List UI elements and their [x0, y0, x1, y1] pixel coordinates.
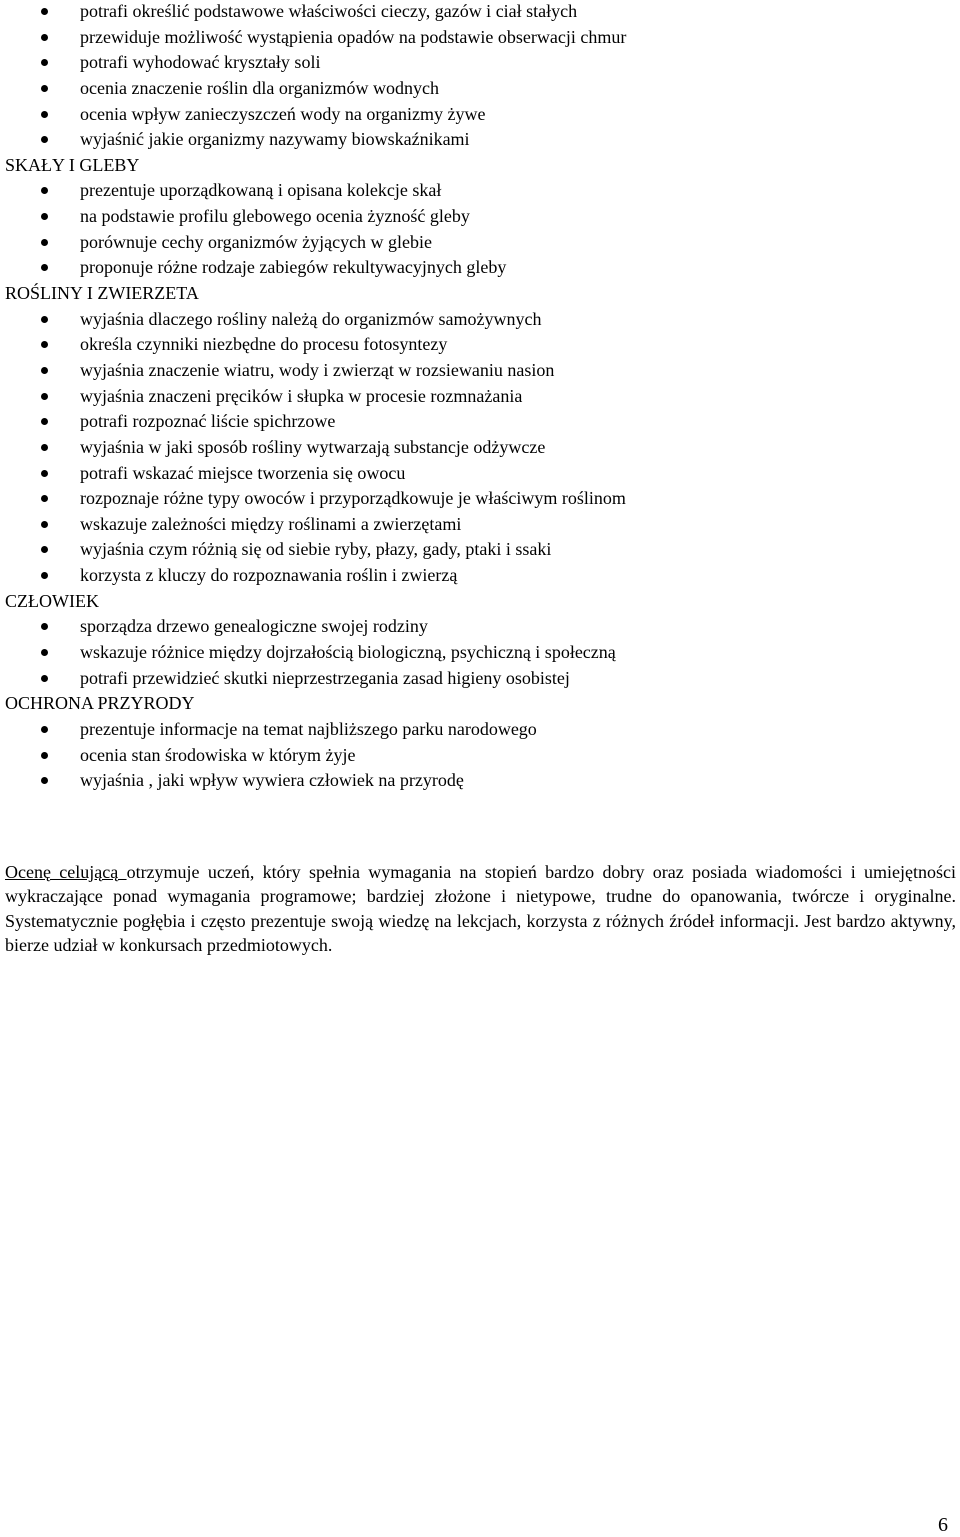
list-item — [5, 0, 955, 26]
list-item-text: korzysta z kluczy do rozpoznawania roślin i zwierzą — [80, 565, 458, 586]
list-item — [5, 769, 955, 795]
list-item — [5, 333, 955, 359]
list-item — [5, 205, 955, 231]
bullet-icon — [41, 572, 48, 579]
bullet-icon — [41, 393, 48, 400]
bullet-icon — [41, 546, 48, 553]
section-heading-text: CZŁOWIEK — [5, 590, 99, 611]
bullet-icon — [41, 470, 48, 477]
bullet-icon — [41, 444, 48, 451]
list-item-text: ocenia wpływ zanieczyszczeń wody na organizmy żywe — [80, 103, 486, 124]
grade-name: Ocenę celującą — [5, 862, 127, 882]
list-item — [5, 308, 955, 334]
list-item — [5, 436, 955, 462]
list-item-text: wskazuje zależności między roślinami a zwierzętami — [80, 513, 462, 534]
list-item — [5, 256, 955, 282]
list-item-text: wyjaśnia czym różnią się od siebie ryby, płazy, gady, ptaki i ssaki — [80, 539, 552, 560]
list-item — [5, 385, 955, 411]
list-item-text: wyjaśnia znaczeni pręcików i słupka w procesie rozmnażania — [80, 385, 523, 406]
bullet-icon — [41, 59, 48, 66]
list-item — [5, 564, 955, 590]
bullet-icon — [41, 264, 48, 271]
grade-description-paragraph — [5, 860, 956, 958]
list-item — [5, 744, 955, 770]
list-item — [5, 77, 955, 103]
list-item — [5, 51, 955, 77]
bullet-icon — [41, 341, 48, 348]
bullet-icon — [41, 752, 48, 759]
bullet-icon — [41, 34, 48, 41]
list-item — [5, 26, 955, 52]
bullet-icon — [41, 213, 48, 220]
list-item-text: ocenia stan środowiska w którym żyje — [80, 744, 356, 765]
list-item-text: ocenia znaczenie roślin dla organizmów wodnych — [80, 77, 440, 98]
list-item — [5, 359, 955, 385]
bullet-icon — [41, 316, 48, 323]
bullet-icon — [41, 239, 48, 246]
list-item-text: wyjaśnia znaczenie wiatru, wody i zwierząt w rozsiewaniu nasion — [80, 359, 555, 380]
list-item-text: potrafi wskazać miejsce tworzenia się owocu — [80, 462, 406, 483]
list-item-text: proponuje różne rodzaje zabiegów rekultywacyjnych gleby — [80, 257, 507, 278]
list-item — [5, 103, 955, 129]
list-item-text: porównuje cechy organizmów żyjących w glebie — [80, 231, 433, 252]
section-heading-text: SKAŁY I GLEBY — [5, 154, 140, 175]
bullet-icon — [41, 675, 48, 682]
list-item — [5, 487, 955, 513]
bullet-icon — [41, 623, 48, 630]
section-heading — [5, 282, 955, 308]
list-item — [5, 538, 955, 564]
bullet-icon — [41, 521, 48, 528]
bullet-icon — [41, 777, 48, 784]
list-item-text: wyjaśnić jakie organizmy nazywamy biowskaźnikami — [80, 129, 470, 150]
list-item — [5, 410, 955, 436]
section-heading-text: OCHRONA PRZYRODY — [5, 693, 195, 714]
list-item-text: wyjaśnia dlaczego rośliny należą do organizmów samożywnych — [80, 308, 542, 329]
list-item — [5, 462, 955, 488]
section-heading — [5, 590, 955, 616]
list-item-text: prezentuje informacje na temat najbliższego parku narodowego — [80, 718, 537, 739]
bullet-icon — [41, 8, 48, 15]
list-item-text: rozpoznaje różne typy owoców i przyporządkowuje je właściwym roślinom — [80, 488, 626, 509]
list-item — [5, 641, 955, 667]
section-heading-text: ROŚLINY I ZWIERZETA — [5, 283, 199, 304]
list-item-text: prezentuje uporządkowaną i opisana kolekcje skał — [80, 180, 442, 201]
list-item-text: wskazuje różnice między dojrzałością biologiczną, psychiczną i społeczną — [80, 642, 616, 663]
list-item-text: określa czynniki niezbędne do procesu fotosyntezy — [80, 334, 448, 355]
grade-description-text: otrzymuje uczeń, który spełnia wymagania na stopień bardzo dobry oraz posiada wiadomości i umiejętności wykraczające ponad wymagania programowe; bardziej złożone i nietypowe, trudne do opanowania, twórcze i oryginalne. Systematycznie pogłębia i często prezentuje swoją wiedzę na lekcjach, korzysta z różnych źródeł informacji. Jest bardzo aktywny, bierze udział w konkursach przedmiotowych. — [5, 862, 956, 956]
bullet-icon — [41, 367, 48, 374]
bullet-icon — [41, 187, 48, 194]
bullet-icon — [41, 85, 48, 92]
list-item-text: wyjaśnia , jaki wpływ wywiera człowiek na przyrodę — [80, 770, 464, 791]
list-item-text: wyjaśnia w jaki sposób rośliny wytwarzają substancje odżywcze — [80, 436, 546, 457]
list-item — [5, 231, 955, 257]
page-number: 6 — [938, 1514, 948, 1536]
list-item — [5, 128, 955, 154]
list-item-text: przewiduje możliwość wystąpienia opadów na podstawie obserwacji chmur — [80, 26, 627, 47]
requirements-list — [5, 0, 955, 795]
list-item — [5, 667, 955, 693]
list-item — [5, 615, 955, 641]
list-item-text: potrafi wyhodować kryształy soli — [80, 52, 321, 73]
bullet-icon — [41, 495, 48, 502]
bullet-icon — [41, 649, 48, 656]
section-heading — [5, 692, 955, 718]
bullet-icon — [41, 726, 48, 733]
bullet-icon — [41, 111, 48, 118]
list-item-text: na podstawie profilu glebowego ocenia żyzność gleby — [80, 206, 470, 227]
list-item-text: potrafi określić podstawowe właściwości cieczy, gazów i ciał stałych — [80, 1, 578, 21]
list-item-text: potrafi rozpoznać liście spichrzowe — [80, 411, 336, 432]
bullet-icon — [41, 418, 48, 425]
bullet-icon — [41, 136, 48, 143]
list-item — [5, 179, 955, 205]
list-item-text: sporządza drzewo genealogiczne swojej rodziny — [80, 616, 428, 637]
section-heading — [5, 154, 955, 180]
list-item-text: potrafi przewidzieć skutki nieprzestrzegania zasad higieny osobistej — [80, 667, 570, 688]
list-item — [5, 513, 955, 539]
list-item — [5, 718, 955, 744]
